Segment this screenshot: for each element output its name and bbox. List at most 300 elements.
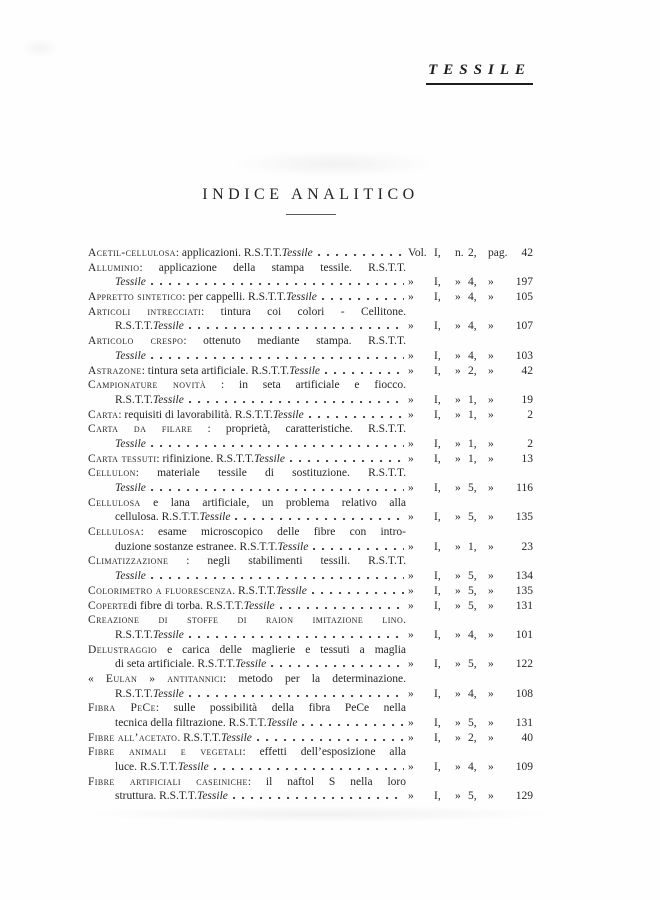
entry-line: [88, 569, 533, 584]
entry-text-segment: Tessile: [152, 687, 184, 700]
ref-page: 134: [515, 570, 533, 583]
ref-page-label: »: [488, 291, 494, 304]
entry-text-segment: Delustraggio: [88, 643, 158, 656]
entry-line: [88, 275, 533, 290]
ref-vol-label: »: [408, 658, 414, 671]
title-rule-divider: [286, 214, 336, 215]
index-entry: [88, 525, 533, 554]
entry-line: [88, 554, 406, 569]
entry-text-segment: Carta da filare: [88, 423, 193, 436]
ref-vol: I,: [434, 291, 441, 304]
index-entry: [88, 422, 533, 451]
ref-vol-label: »: [408, 540, 414, 553]
ref-issue: 5,: [468, 482, 477, 494]
entry-text-segment: Coperte: [88, 599, 129, 612]
dot-leader: [151, 445, 404, 447]
entry-text-segment: Tessile: [152, 393, 184, 406]
entry-reference: [408, 319, 533, 334]
entry-text-segment: Fibre all’acetato: [88, 731, 178, 744]
index-entry: [88, 613, 533, 642]
ref-issue: 4,: [468, 291, 477, 304]
entry-text-segment: Articolo crespo: [88, 335, 184, 348]
index-entry: [88, 599, 533, 614]
entry-text-segment: Fibre animali e vegetali: [88, 746, 243, 759]
entry-line: [88, 731, 533, 746]
ref-issue-label: »: [455, 291, 461, 304]
ref-page-label: »: [488, 790, 494, 803]
entry-text-segment: Fibre artificiali caseiniche: [88, 775, 248, 788]
ref-issue: 2,: [468, 731, 477, 744]
ref-vol: I,: [434, 408, 441, 421]
entry-line: [88, 789, 533, 804]
entry-text-segment: Tessile: [235, 658, 267, 671]
dot-leader: [151, 283, 404, 285]
entry-text-segment: Acetil-cellulosa: [88, 247, 176, 259]
entry-line: [88, 408, 533, 423]
index-entry: [88, 643, 533, 672]
ref-vol: I,: [434, 628, 441, 641]
dot-leader: [271, 665, 404, 667]
entry-text-segment: Cellulon: [88, 467, 136, 480]
entry-text-segment: : per cappelli. R.S.T.T.: [182, 291, 286, 304]
entry-text-segment: Astrazone: [88, 364, 142, 377]
entry-reference: [408, 393, 533, 408]
entry-reference: [408, 599, 533, 614]
entry-reference: [408, 349, 533, 364]
ref-issue: 5,: [468, 511, 477, 524]
entry-text-segment: Tessile: [115, 276, 146, 289]
entry-text-segment: Creazione di stoffe di raion imitazione lino: [88, 614, 404, 627]
entry-line: [88, 319, 533, 334]
index-entry: [88, 452, 533, 467]
ref-issue: 4,: [468, 687, 477, 700]
entry-text-segment: : requisiti di lavorabilità. R.S.T.T.: [118, 408, 273, 421]
ref-vol: I,: [434, 790, 441, 803]
entry-line: [88, 525, 406, 540]
ref-issue-label: »: [455, 320, 461, 333]
entry-text-segment: : materiale tessile di sostituzione. R.S.T.T.: [135, 467, 406, 480]
entry-reference: [408, 246, 533, 261]
index-entry: [88, 584, 533, 599]
ref-issue-label: »: [455, 437, 461, 450]
entry-text-segment: Alluminio: [88, 261, 140, 274]
entry-reference: [408, 452, 533, 467]
ref-vol: I,: [434, 437, 441, 450]
entry-line: [88, 775, 406, 790]
ref-issue: 5,: [468, 599, 477, 612]
entry-line: [88, 378, 406, 393]
entry-text-segment: : tintura seta artificiale. R.S.T.T.: [141, 364, 290, 377]
entry-line: [88, 613, 406, 628]
ref-vol-label: »: [408, 511, 414, 524]
entry-line: [88, 599, 533, 614]
entry-text-segment: di seta artificiale. R.S.T.T.: [115, 658, 236, 671]
entry-text-segment: struttura. R.S.T.T.: [115, 790, 197, 803]
ref-page-label: »: [488, 320, 494, 333]
ref-page: 101: [515, 628, 533, 641]
ref-issue-label: »: [455, 658, 461, 671]
ref-issue-label: »: [455, 731, 461, 744]
entry-text-segment: Cellulosa: [88, 526, 141, 539]
entry-text-segment: di fibre di torba. R.S.T.T.: [128, 599, 244, 612]
ref-page-label: »: [488, 540, 494, 553]
entry-text-segment: Tessile: [277, 540, 309, 553]
entry-text-segment: tecnica della filtrazione. R.S.T.T.: [115, 717, 267, 729]
ref-issue: 5,: [468, 717, 477, 729]
entry-text-segment: R.S.T.T.: [115, 320, 153, 333]
entry-reference: [408, 657, 533, 672]
entry-text-segment: Tessile: [115, 482, 146, 494]
entry-text-segment: : ottenuto mediante stampa. R.S.T.T.: [183, 335, 407, 348]
entry-line: [88, 584, 533, 599]
ref-vol-label: »: [408, 628, 414, 641]
ref-vol: I,: [434, 482, 441, 494]
entry-text-segment: antitannici: [167, 672, 223, 685]
dot-leader: [151, 577, 404, 579]
ref-vol: I,: [434, 584, 441, 597]
entry-reference: [408, 628, 533, 643]
entry-text-segment: : esame microscopico delle fibre con intro-: [140, 526, 406, 539]
dot-leader: [302, 724, 404, 726]
ref-issue-label: »: [455, 599, 461, 612]
dot-leader: [309, 416, 404, 418]
ref-page: 108: [515, 687, 533, 700]
ref-page: 2: [527, 408, 533, 421]
ref-page: 109: [515, 761, 533, 774]
dot-leader: [151, 357, 404, 359]
ref-page-label: »: [488, 276, 494, 289]
index-entry: [88, 775, 533, 804]
ref-page: 19: [521, 393, 533, 406]
ref-issue-label: »: [455, 349, 461, 362]
ref-issue-label: »: [455, 540, 461, 553]
entry-reference: [408, 789, 533, 804]
ref-page: 40: [521, 731, 533, 744]
ref-issue-label: »: [455, 482, 461, 494]
dot-leader: [325, 372, 404, 374]
entry-text-segment: Tessile: [152, 628, 184, 641]
entry-reference: [408, 569, 533, 584]
entry-text-segment: : effetti dell’esposizione alla: [242, 746, 406, 759]
ref-page-label: »: [488, 658, 494, 671]
dot-leader: [322, 298, 404, 300]
entry-reference: [408, 510, 533, 525]
index-entry: [88, 378, 533, 407]
entry-text-segment: Eulan: [105, 672, 138, 685]
ref-page: 23: [521, 540, 533, 553]
index-entry: [88, 290, 533, 305]
dot-leader: [151, 489, 404, 491]
entry-text-segment: Tessile: [221, 731, 252, 744]
entry-text-segment: Tessile: [199, 511, 231, 524]
entry-text-segment: Tessile: [177, 761, 209, 774]
ref-issue-label: »: [455, 717, 461, 729]
ref-vol: I,: [434, 658, 441, 671]
index-entry: [88, 334, 533, 363]
ref-page-label: »: [488, 731, 494, 744]
ref-issue: 5,: [468, 790, 477, 803]
ref-vol: I,: [434, 276, 441, 289]
entry-line: [88, 760, 533, 775]
entry-line: [88, 745, 406, 760]
index-entry: [88, 554, 533, 583]
entry-line: [88, 261, 406, 276]
ref-page-label: »: [488, 761, 494, 774]
entry-text-segment: Carta: [88, 408, 119, 421]
index-list: [88, 246, 533, 804]
entry-line: [88, 305, 406, 320]
ref-page-label: »: [488, 584, 494, 597]
entry-text-segment: Climatizzazione: [88, 555, 169, 568]
ref-issue: 1,: [468, 408, 477, 421]
ref-vol: I,: [434, 511, 441, 524]
ref-vol-label: »: [408, 599, 414, 612]
ref-issue-label: »: [455, 570, 461, 583]
entry-line: [88, 290, 533, 305]
ref-issue-label: »: [455, 790, 461, 803]
ref-issue: 4,: [468, 349, 477, 362]
entry-text-segment: : sulle possibilità della fibra PeCe nella: [155, 702, 406, 715]
entry-line: [88, 393, 533, 408]
entry-text-segment: : applicazioni. R.S.T.T.: [175, 247, 282, 259]
entry-text-segment: Tessile: [289, 364, 321, 377]
entry-reference: [408, 364, 533, 379]
ref-page-label: »: [488, 408, 494, 421]
ref-vol-label: »: [408, 452, 414, 465]
ref-vol: I,: [434, 731, 441, 744]
ref-issue-label: n.: [455, 247, 464, 259]
entry-text-segment: Tessile: [254, 452, 285, 465]
dot-leader: [189, 401, 404, 403]
ref-page-label: »: [488, 452, 494, 465]
ref-page: 131: [515, 599, 533, 612]
ref-vol-label: »: [408, 731, 414, 744]
entry-line: [88, 701, 406, 716]
entry-line: [88, 334, 406, 349]
entry-text-segment: R.S.T.T.: [115, 687, 153, 700]
entry-reference: [408, 275, 533, 290]
entry-text-segment: Tessile: [115, 570, 146, 583]
entry-line: [88, 510, 533, 525]
entry-text-segment: Fibra PeCe: [88, 702, 156, 715]
ref-vol-label: »: [408, 437, 414, 450]
ref-issue: 4,: [468, 320, 477, 333]
ref-page-label: »: [488, 511, 494, 524]
entry-text-segment: Cellulosa: [88, 496, 141, 509]
dot-leader: [235, 518, 404, 520]
index-entry: [88, 261, 533, 290]
dot-leader: [290, 460, 404, 462]
ref-issue-label: »: [455, 628, 461, 641]
ref-vol-label: »: [408, 364, 414, 377]
entry-text-segment: Tessile: [285, 291, 317, 304]
ref-vol-label: »: [408, 687, 414, 700]
entry-line: [88, 540, 533, 555]
ref-page: 129: [515, 790, 533, 803]
ref-page: 107: [515, 320, 533, 333]
entry-text-segment: : proprietà, caratteristiche. R.S.T.T.: [192, 423, 406, 436]
ref-issue-label: »: [455, 393, 461, 406]
ref-page: 197: [515, 276, 533, 289]
entry-text-segment: cellulosa. R.S.T.T.: [115, 511, 200, 524]
index-entry: [88, 466, 533, 495]
ref-page-label: »: [488, 364, 494, 377]
entry-text-segment: Tessile: [115, 349, 146, 362]
ref-vol-label: »: [408, 717, 414, 729]
running-head: TESSILE: [426, 62, 533, 85]
ref-page: 42: [521, 364, 533, 377]
ref-vol: I,: [434, 247, 441, 259]
ref-vol: I,: [434, 393, 441, 406]
dot-leader: [257, 739, 404, 741]
ref-vol-label: »: [408, 349, 414, 362]
entry-reference: [408, 540, 533, 555]
entry-text-segment: duzione sostanze estranee. R.S.T.T.: [115, 540, 278, 553]
entry-line: [88, 657, 533, 672]
ref-vol: I,: [434, 599, 441, 612]
index-entry: [88, 672, 533, 701]
entry-text-segment: Tessile: [281, 247, 313, 259]
dot-leader: [318, 254, 404, 256]
ref-vol: I,: [434, 364, 441, 377]
entry-line: [88, 422, 406, 437]
dot-leader: [189, 695, 404, 697]
ref-page-label: »: [488, 570, 494, 583]
ref-vol: I,: [434, 717, 441, 729]
entry-text-segment: .: [403, 614, 406, 627]
ref-page: 103: [515, 349, 533, 362]
index-entry: [88, 246, 533, 261]
entry-text-segment: Tessile: [266, 717, 298, 729]
ref-issue: 1,: [468, 452, 477, 465]
ref-page-label: pag.: [488, 247, 508, 259]
ref-vol: I,: [434, 570, 441, 583]
ref-issue-label: »: [455, 364, 461, 377]
dot-leader: [280, 607, 404, 609]
ref-issue: 5,: [468, 584, 477, 597]
ref-issue: 2,: [468, 364, 477, 377]
dot-leader: [189, 636, 404, 638]
entry-reference: [408, 716, 533, 731]
dot-leader: [313, 548, 404, 550]
ref-vol-label: »: [408, 291, 414, 304]
entry-text-segment: Articoli intrecciati: [88, 305, 202, 318]
dot-leader: [214, 768, 404, 770]
ref-page-label: »: [488, 599, 494, 612]
index-entry: [88, 408, 533, 423]
dot-leader: [312, 592, 404, 594]
ref-vol-label: »: [408, 276, 414, 289]
ref-vol-label: »: [408, 320, 414, 333]
ref-issue: 4,: [468, 276, 477, 289]
index-entry: [88, 701, 533, 730]
index-entry: [88, 364, 533, 379]
ref-vol: I,: [434, 687, 441, 700]
entry-reference: [408, 760, 533, 775]
entry-text-segment: e lana artificiale, un problema relativo alla: [140, 496, 406, 509]
entry-text-segment: : applicazione della stampa tessile. R.S.T.T.: [139, 261, 406, 274]
entry-reference: [408, 437, 533, 452]
entry-text-segment: Tessile: [115, 437, 146, 450]
ref-issue: 1,: [468, 540, 477, 553]
index-entry: [88, 496, 533, 525]
entry-text-segment: : metodo per la determinazione.: [222, 672, 407, 685]
ref-issue: 5,: [468, 570, 477, 583]
entry-line: [88, 481, 533, 496]
entry-line: [88, 496, 406, 511]
ref-issue-label: »: [455, 452, 461, 465]
entry-reference: [408, 481, 533, 496]
ref-vol: I,: [434, 540, 441, 553]
ref-issue-label: »: [455, 408, 461, 421]
entry-text-segment: «: [88, 672, 106, 685]
entry-reference: [408, 731, 533, 746]
scan-artifact: [95, 806, 545, 822]
entry-line: [88, 687, 533, 702]
ref-page: 42: [521, 247, 533, 259]
entry-line: [88, 349, 533, 364]
entry-text-segment: Colorimetro a fluorescenza: [88, 584, 233, 597]
ref-issue: 2,: [468, 247, 477, 259]
ref-page: 135: [515, 584, 533, 597]
ref-issue: 4,: [468, 628, 477, 641]
index-entry: [88, 305, 533, 334]
ref-page: 13: [521, 452, 533, 465]
entry-text-segment: : il naftol S nella loro: [247, 775, 406, 788]
scan-artifact: [230, 150, 440, 178]
ref-issue-label: »: [455, 276, 461, 289]
ref-vol: I,: [434, 761, 441, 774]
scan-artifact: [20, 38, 60, 58]
index-entry: [88, 745, 533, 774]
entry-text-segment: »: [137, 672, 168, 685]
entry-text-segment: Tessile: [275, 584, 307, 597]
entry-text-segment: Tessile: [152, 320, 184, 333]
ref-vol-label: »: [408, 790, 414, 803]
entry-text-segment: Campionature novità: [88, 379, 207, 392]
ref-page-label: »: [488, 687, 494, 700]
entry-line: [88, 452, 533, 467]
entry-text-segment: e carica delle maglierie e tessuti a maglia: [157, 643, 406, 656]
ref-page: 105: [515, 291, 533, 304]
entry-text-segment: . R.S.T.T.: [232, 584, 276, 597]
ref-issue-label: »: [455, 687, 461, 700]
ref-page-label: »: [488, 349, 494, 362]
ref-page-label: »: [488, 437, 494, 450]
entry-text-segment: Carta tessuti: [88, 452, 157, 465]
ref-issue: 4,: [468, 761, 477, 774]
ref-page-label: »: [488, 628, 494, 641]
ref-page: 135: [515, 511, 533, 524]
entry-reference: [408, 290, 533, 305]
ref-vol: I,: [434, 349, 441, 362]
ref-issue-label: »: [455, 761, 461, 774]
entry-text-segment: luce. R.S.T.T.: [115, 761, 178, 774]
ref-page-label: »: [488, 393, 494, 406]
entry-reference: [408, 687, 533, 702]
ref-page: 131: [515, 717, 533, 729]
entry-line: [88, 643, 406, 658]
ref-issue: 1,: [468, 393, 477, 406]
entry-line: [88, 628, 533, 643]
entry-line: [88, 466, 406, 481]
ref-vol: I,: [434, 320, 441, 333]
entry-line: [88, 246, 533, 261]
entry-line: [88, 364, 533, 379]
entry-text-segment: R.S.T.T.: [115, 628, 153, 641]
page-title: INDICE ANALITICO: [202, 186, 419, 203]
entry-text-segment: Tessile: [272, 408, 304, 421]
